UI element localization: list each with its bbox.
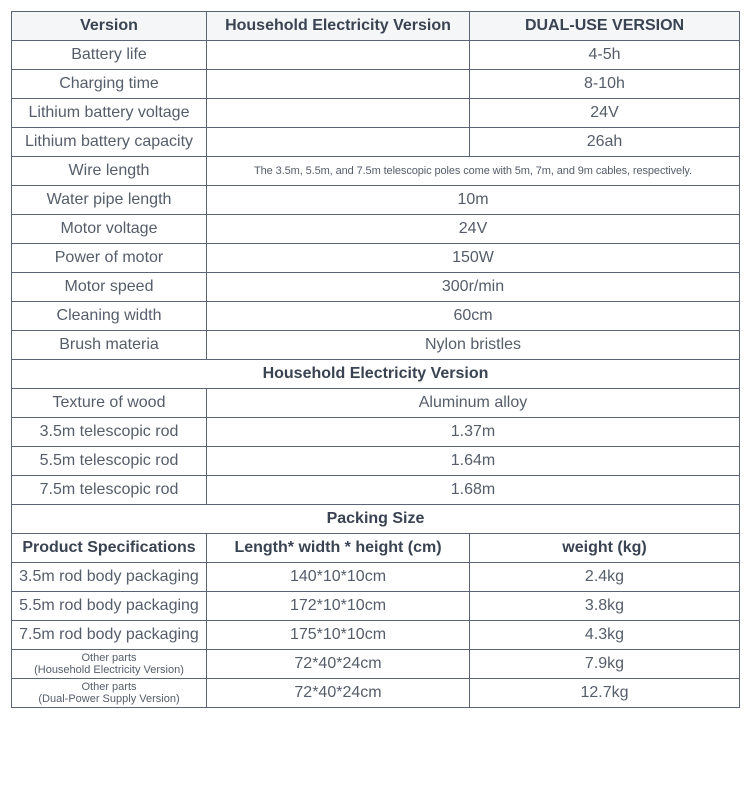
table-row <box>12 99 740 128</box>
row-label: Cleaning width <box>12 302 207 331</box>
row-value: 1.68m <box>207 476 740 505</box>
packing-dims: 175*10*10cm <box>207 621 470 650</box>
table-row <box>12 244 740 273</box>
table-row <box>12 389 740 418</box>
packing-spec-line2: (Dual-Power Supply Version) <box>38 693 180 705</box>
row-value: 60cm <box>207 302 740 331</box>
row-label: Texture of wood <box>12 389 207 418</box>
dual-value: 26ah <box>470 128 740 157</box>
row-label: Charging time <box>12 70 207 99</box>
section-title: Packing Size <box>12 505 740 534</box>
row-value: 300r/min <box>207 273 740 302</box>
row-value: Nylon bristles <box>207 331 740 360</box>
household-value <box>207 128 470 157</box>
packing-col-spec: Product Specifications <box>12 534 207 563</box>
table-row <box>12 157 740 186</box>
table-row <box>12 476 740 505</box>
packing-col-weight: weight (kg) <box>470 534 740 563</box>
packing-dims: 172*10*10cm <box>207 592 470 621</box>
packing-header-row <box>12 534 740 563</box>
packing-weight: 7.9kg <box>470 650 740 679</box>
row-label: 3.5m telescopic rod <box>12 418 207 447</box>
header-household: Household Electricity Version <box>207 12 470 41</box>
spec-table <box>11 11 740 708</box>
packing-col-dims: Length* width * height (cm) <box>207 534 470 563</box>
table-row <box>12 563 740 592</box>
row-label: Power of motor <box>12 244 207 273</box>
table-row <box>12 70 740 99</box>
household-value <box>207 99 470 128</box>
row-value: 24V <box>207 215 740 244</box>
table-row <box>12 186 740 215</box>
row-label: Water pipe length <box>12 186 207 215</box>
table-header-row <box>12 12 740 41</box>
row-value: 150W <box>207 244 740 273</box>
table-row <box>12 592 740 621</box>
packing-spec-line1: Other parts <box>81 652 137 664</box>
table-row <box>12 621 740 650</box>
household-value <box>207 70 470 99</box>
packing-dims: 72*40*24cm <box>207 650 470 679</box>
row-value: 1.37m <box>207 418 740 447</box>
row-value: Aluminum alloy <box>207 389 740 418</box>
household-value <box>207 41 470 70</box>
packing-spec-line1: Other parts <box>81 681 137 693</box>
row-value: 10m <box>207 186 740 215</box>
section-header-packing <box>12 505 740 534</box>
packing-spec: 5.5m rod body packaging <box>12 592 207 621</box>
row-label: Battery life <box>12 41 207 70</box>
section-header-household <box>12 360 740 389</box>
row-label: Wire length <box>12 157 207 186</box>
dual-value: 4-5h <box>470 41 740 70</box>
table-row <box>12 41 740 70</box>
dual-value: 24V <box>470 99 740 128</box>
packing-dims: 72*40*24cm <box>207 679 470 708</box>
table-row <box>12 215 740 244</box>
packing-spec: 7.5m rod body packaging <box>12 621 207 650</box>
packing-weight: 2.4kg <box>470 563 740 592</box>
table-row <box>12 679 740 708</box>
row-label: Lithium battery voltage <box>12 99 207 128</box>
table-row <box>12 302 740 331</box>
row-label: Lithium battery capacity <box>12 128 207 157</box>
header-dual-use: DUAL-USE VERSION <box>470 12 740 41</box>
table-row <box>12 128 740 157</box>
packing-weight: 3.8kg <box>470 592 740 621</box>
packing-spec <box>12 679 207 708</box>
table-row <box>12 273 740 302</box>
table-row <box>12 331 740 360</box>
row-label: Motor voltage <box>12 215 207 244</box>
packing-weight: 4.3kg <box>470 621 740 650</box>
row-label: Motor speed <box>12 273 207 302</box>
packing-spec <box>12 650 207 679</box>
packing-weight: 12.7kg <box>470 679 740 708</box>
packing-spec-line2: (Household Electricity Version) <box>34 664 184 676</box>
section-title: Household Electricity Version <box>12 360 740 389</box>
packing-dims: 140*10*10cm <box>207 563 470 592</box>
row-value: 1.64m <box>207 447 740 476</box>
row-label: 7.5m telescopic rod <box>12 476 207 505</box>
row-label: 5.5m telescopic rod <box>12 447 207 476</box>
packing-spec: 3.5m rod body packaging <box>12 563 207 592</box>
table-row <box>12 418 740 447</box>
table-row <box>12 447 740 476</box>
header-version: Version <box>12 12 207 41</box>
dual-value: 8-10h <box>470 70 740 99</box>
row-label: Brush materia <box>12 331 207 360</box>
table-row <box>12 650 740 679</box>
wire-length-value: The 3.5m, 5.5m, and 7.5m telescopic poles come with 5m, 7m, and 9m cables, respectively. <box>207 157 740 186</box>
